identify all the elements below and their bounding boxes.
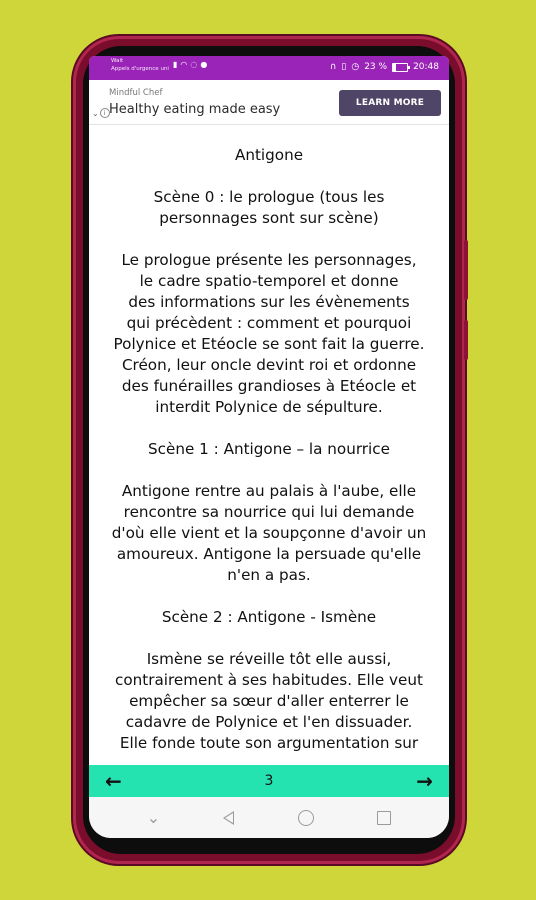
chevron-down-icon[interactable]: ⌄ — [92, 108, 99, 118]
previous-page-button[interactable]: ← — [105, 769, 122, 793]
spacer — [101, 418, 437, 439]
app-screen — [89, 56, 449, 838]
status-bar — [89, 56, 449, 80]
spacer — [101, 229, 437, 250]
ad-choices[interactable] — [92, 108, 110, 118]
spacer — [101, 586, 437, 607]
battery-percent: 23 % — [364, 62, 388, 72]
battery-fill — [393, 64, 396, 71]
spacer — [101, 460, 437, 481]
system-navigation-bar — [89, 797, 449, 838]
home-icon[interactable] — [298, 810, 314, 826]
scene2-heading: Scène 2 : Antigone - Ismène — [161, 608, 377, 626]
carrier-line2: Appels d'urgence uni — [111, 65, 169, 72]
learn-more-button[interactable]: LEARN MORE — [339, 90, 441, 116]
pager-bar — [89, 765, 449, 797]
back-icon[interactable] — [223, 811, 234, 825]
scene2-text: Ismène se réveille tôt elle aussi, contrairement à ses habitudes. Elle veut empêcher sa sœur d'aller enterrer le cadavre de Polynice et l'en dissuader. Elle fonde toute son argumentation sur — [115, 650, 423, 752]
power-button — [464, 320, 468, 360]
status-right — [330, 63, 439, 72]
collapse-chevron-icon[interactable]: ⌄ — [146, 808, 161, 827]
page-title: Antigone — [234, 146, 304, 164]
status-icons-left — [173, 61, 207, 69]
sync-icon: ◌ — [190, 60, 198, 69]
spacer — [101, 628, 437, 649]
vibrate-icon: ▯ — [341, 62, 347, 72]
info-icon[interactable]: i — [100, 108, 110, 118]
carrier-line1: Wait — [111, 58, 124, 64]
carrier-info — [111, 59, 169, 72]
ad-brand: Mindful Chef — [109, 88, 163, 98]
wifi-icon: ◠ — [180, 60, 188, 69]
notification-icon: ▮ — [172, 60, 178, 69]
ad-tagline: Healthy eating made easy — [109, 102, 281, 117]
battery-icon — [392, 63, 408, 72]
next-page-button[interactable]: → — [416, 769, 433, 793]
alarm-icon: ◷ — [351, 62, 360, 72]
reading-content[interactable] — [89, 124, 449, 765]
status-time: 20:48 — [413, 62, 439, 72]
scene0-text: Le prologue présente les personnages, le cadre spatio-temporel et donne des informations sur les évènements qui précèdent : comment et pourquoi Polynice et Etéocle se sont fait la guerre. Créon, leur oncle devint roi et ordonne des funérailles grandioses à Etéocle et interdit Polynice de sépulture. — [113, 251, 425, 416]
headphone-icon: ∩ — [329, 62, 337, 72]
volume-button — [464, 240, 468, 300]
recents-icon[interactable] — [377, 811, 391, 825]
page-number: 3 — [264, 773, 274, 789]
ad-banner[interactable] — [89, 80, 449, 125]
app-notification-icon: ● — [200, 60, 208, 69]
spacer — [101, 166, 437, 187]
scene0-heading: Scène 0 : le prologue (tous les personnages sont sur scène) — [153, 188, 385, 227]
scene1-heading: Scène 1 : Antigone – la nourrice — [148, 440, 390, 458]
scene1-text: Antigone rentre au palais à l'aube, elle rencontre sa nourrice qui lui demande d'où elle vient et la soupçonne d'avoir un amoureux. Antigone la persuade qu'elle n'en a pas. — [111, 482, 427, 584]
status-left — [111, 59, 207, 72]
